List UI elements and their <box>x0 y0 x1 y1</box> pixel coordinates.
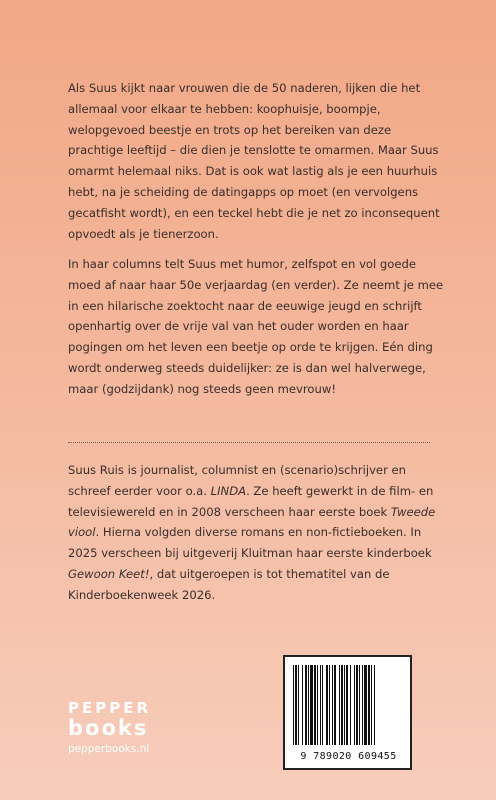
barcode-bar <box>310 665 313 745</box>
logo-books: books <box>68 716 149 740</box>
isbn-number: 9 789020 609455 <box>300 751 397 762</box>
barcode-bar <box>341 665 343 745</box>
bio-kids-book: Gewoon Keet! <box>68 566 150 581</box>
barcode-bar <box>368 665 370 745</box>
barcode-bar <box>356 665 358 745</box>
barcode-bar <box>295 665 297 745</box>
barcode-bar <box>329 665 330 745</box>
barcode-bar <box>344 665 345 745</box>
barcode-bar <box>317 665 318 745</box>
barcode-bar <box>308 665 309 745</box>
blurb-paragraph-1: Als Suus kijkt naar vrouwen die de 50 naderen, lijken die het allemaal voor elkaar te hebben: koophuisje, boompje, welopgevoed beestje en trots op het bereiken van deze prachtige leeftijd – die dien je tenslotte te omarmen. Maar Suus omarmt helemaal niks. Dat is ook wat lastig als je een huurhuis hebt, na je scheiding de datingapps op moet (en vervolgens gecatfisht wordt), en een teckel hebt die je net zo inconsequent opvoedt als je tienerzoon. <box>68 81 440 241</box>
barcode-bar <box>362 665 363 745</box>
barcode-bar <box>350 665 351 745</box>
bio-text: . Ze heeft gewerkt in de film- en televisiewereld en in 2008 verscheen haar eerste boek <box>68 483 434 519</box>
barcode-bar <box>305 665 307 745</box>
barcode-bar <box>322 665 323 745</box>
publisher-logo <box>68 700 151 757</box>
logo-pepper: PEPPER <box>68 699 152 717</box>
blurb-paragraph-2: In haar columns telt Suus met humor, zelfspot en vol goede moed af naar haar 50e verjaardag (en verder). Ze neemt je mee in een hilarische zoektocht naar de eeuwige jeugd en schrijft openhartig over de vrije val van het ouder worden en haar pogingen om het leven een beetje op orde te krijgen. Eén ding wordt onderweg steeds duidelijker: ze is dan wel halverwege, maar (godzijdank) nog steeds geen mevrouw! <box>68 257 444 396</box>
barcode-bar <box>293 665 294 745</box>
barcode-bar <box>332 665 333 745</box>
bio-text: Suus Ruis is journalist, columnist en (scenario)schrijver en schreef eerder voor o.a. <box>68 463 406 498</box>
author-bio <box>68 460 448 606</box>
isbn-barcode <box>283 655 412 770</box>
barcode-bars-icon <box>293 665 406 745</box>
barcode-bar <box>298 665 299 745</box>
barcode-bar <box>334 665 336 745</box>
publisher-url: pepperbooks.nl <box>68 743 150 755</box>
bio-text: . Hierna volgden diverse romans en non-fictieboeken. In 2025 verscheen bij uitgeverij Kluitman haar eerste kinderboek <box>68 525 432 561</box>
barcode-bar <box>364 665 367 745</box>
barcode-bar <box>320 665 321 745</box>
barcode-bar <box>302 665 303 745</box>
bio-first-book: Tweede viool <box>68 504 436 540</box>
barcode-bar <box>346 665 348 745</box>
barcode-bar <box>371 665 372 745</box>
barcode-bar <box>314 665 316 745</box>
barcode-bar <box>339 665 340 745</box>
barcode-bar <box>326 665 328 745</box>
barcode-bar <box>354 665 355 745</box>
bio-text: , dat uitgeroepen is tot thematitel van de Kinderboekenweek 2026. <box>68 566 390 602</box>
barcode-bar <box>374 665 375 745</box>
bio-magazine: LINDA <box>210 483 247 498</box>
dotted-divider <box>68 442 430 443</box>
barcode-bar <box>359 665 360 745</box>
